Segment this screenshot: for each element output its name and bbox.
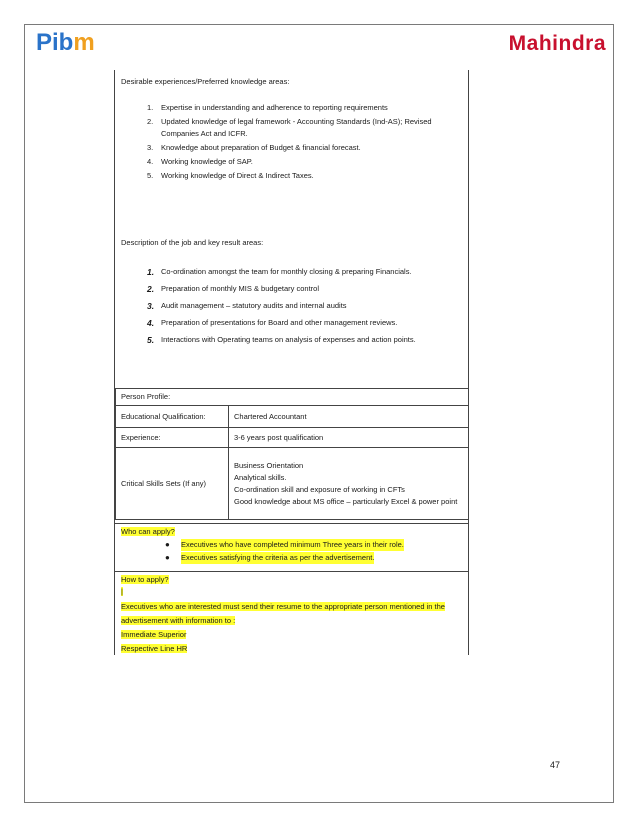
who-can-apply (115, 523, 469, 568)
list-item: 3. Audit management – statutory audits and internal audits (147, 301, 347, 311)
list-item: ● Executives who have completed minimum Three years in their role. (165, 540, 404, 549)
person-profile-table (115, 388, 469, 520)
list-item: 5. Interactions with Operating teams on analysis of expenses and action points. (147, 335, 416, 345)
skill-item: Co-ordination skill and exposure of working in CFTs (234, 484, 405, 494)
list-item: 2. Updated knowledge of legal framework - Accounting Standards (Ind-AS); Revised Companies Act and ICFR. (147, 117, 432, 138)
desirable-list (147, 102, 457, 182)
how-heading: How to apply? (121, 575, 169, 584)
list-item: 1. Expertise in understanding and adherence to reporting requirements (147, 103, 388, 112)
how-line-2: advertisement with information to : (121, 616, 236, 625)
pibm-logo-m: m (73, 29, 95, 56)
how-line-1: Executives who are interested must send their resume to the appropriate person mentioned in the (121, 602, 445, 611)
list-item: 4. Working knowledge of SAP. (147, 157, 253, 166)
skill-item: Good knowledge about MS office – particularly Excel & power point (234, 496, 458, 506)
how-line-3: Immediate Superior (121, 630, 187, 639)
bullet-icon: ● (165, 540, 170, 549)
table-row (116, 389, 469, 406)
pibm-logo (36, 30, 95, 56)
list-item: 3. Knowledge about preparation of Budget & financial forecast. (147, 143, 361, 152)
table-row (116, 448, 469, 520)
table-row (116, 406, 469, 428)
kra-heading: Description of the job and key result areas: (121, 238, 264, 247)
profile-heading: Person Profile: (116, 389, 469, 406)
desirable-heading: Desirable experiences/Preferred knowledge areas: (121, 77, 290, 86)
list-item: 2. Preparation of monthly MIS & budgetary control (147, 284, 319, 294)
list-item: 1. Co-ordination amongst the team for monthly closing & preparing Financials. (147, 267, 412, 277)
who-bullets (165, 539, 463, 564)
skills-value (229, 448, 469, 520)
job-description (114, 70, 469, 655)
experience-value: 3-6 years post qualification (229, 428, 469, 448)
how-line-4: Respective Line HR (121, 644, 188, 653)
skill-item: Business Orientation (234, 460, 304, 470)
list-item: 4. Preparation of presentations for Board and other management reviews. (147, 318, 398, 328)
skill-item: Analytical skills. (234, 472, 287, 482)
qualification-label: Educational Qualification: (116, 406, 229, 428)
pibm-logo-text: Pib (36, 29, 74, 56)
page-number: 47 (550, 760, 561, 770)
experience-label: Experience: (116, 428, 229, 448)
mahindra-logo: Mahindra (508, 32, 606, 55)
list-item: ● Executives satisfying the criteria as per the advertisement. (165, 553, 375, 562)
list-item: 5. Working knowledge of Direct & Indirect Taxes. (147, 171, 314, 180)
bullet-icon: ● (165, 553, 170, 562)
table-row (116, 428, 469, 448)
qualification-value: Chartered Accountant (229, 406, 469, 428)
text-cursor: | (121, 587, 123, 596)
kra-list (147, 266, 465, 346)
how-to-apply (115, 571, 469, 657)
skills-label: Critical Skills Sets (If any) (116, 448, 229, 520)
who-heading: Who can apply? (121, 527, 175, 536)
